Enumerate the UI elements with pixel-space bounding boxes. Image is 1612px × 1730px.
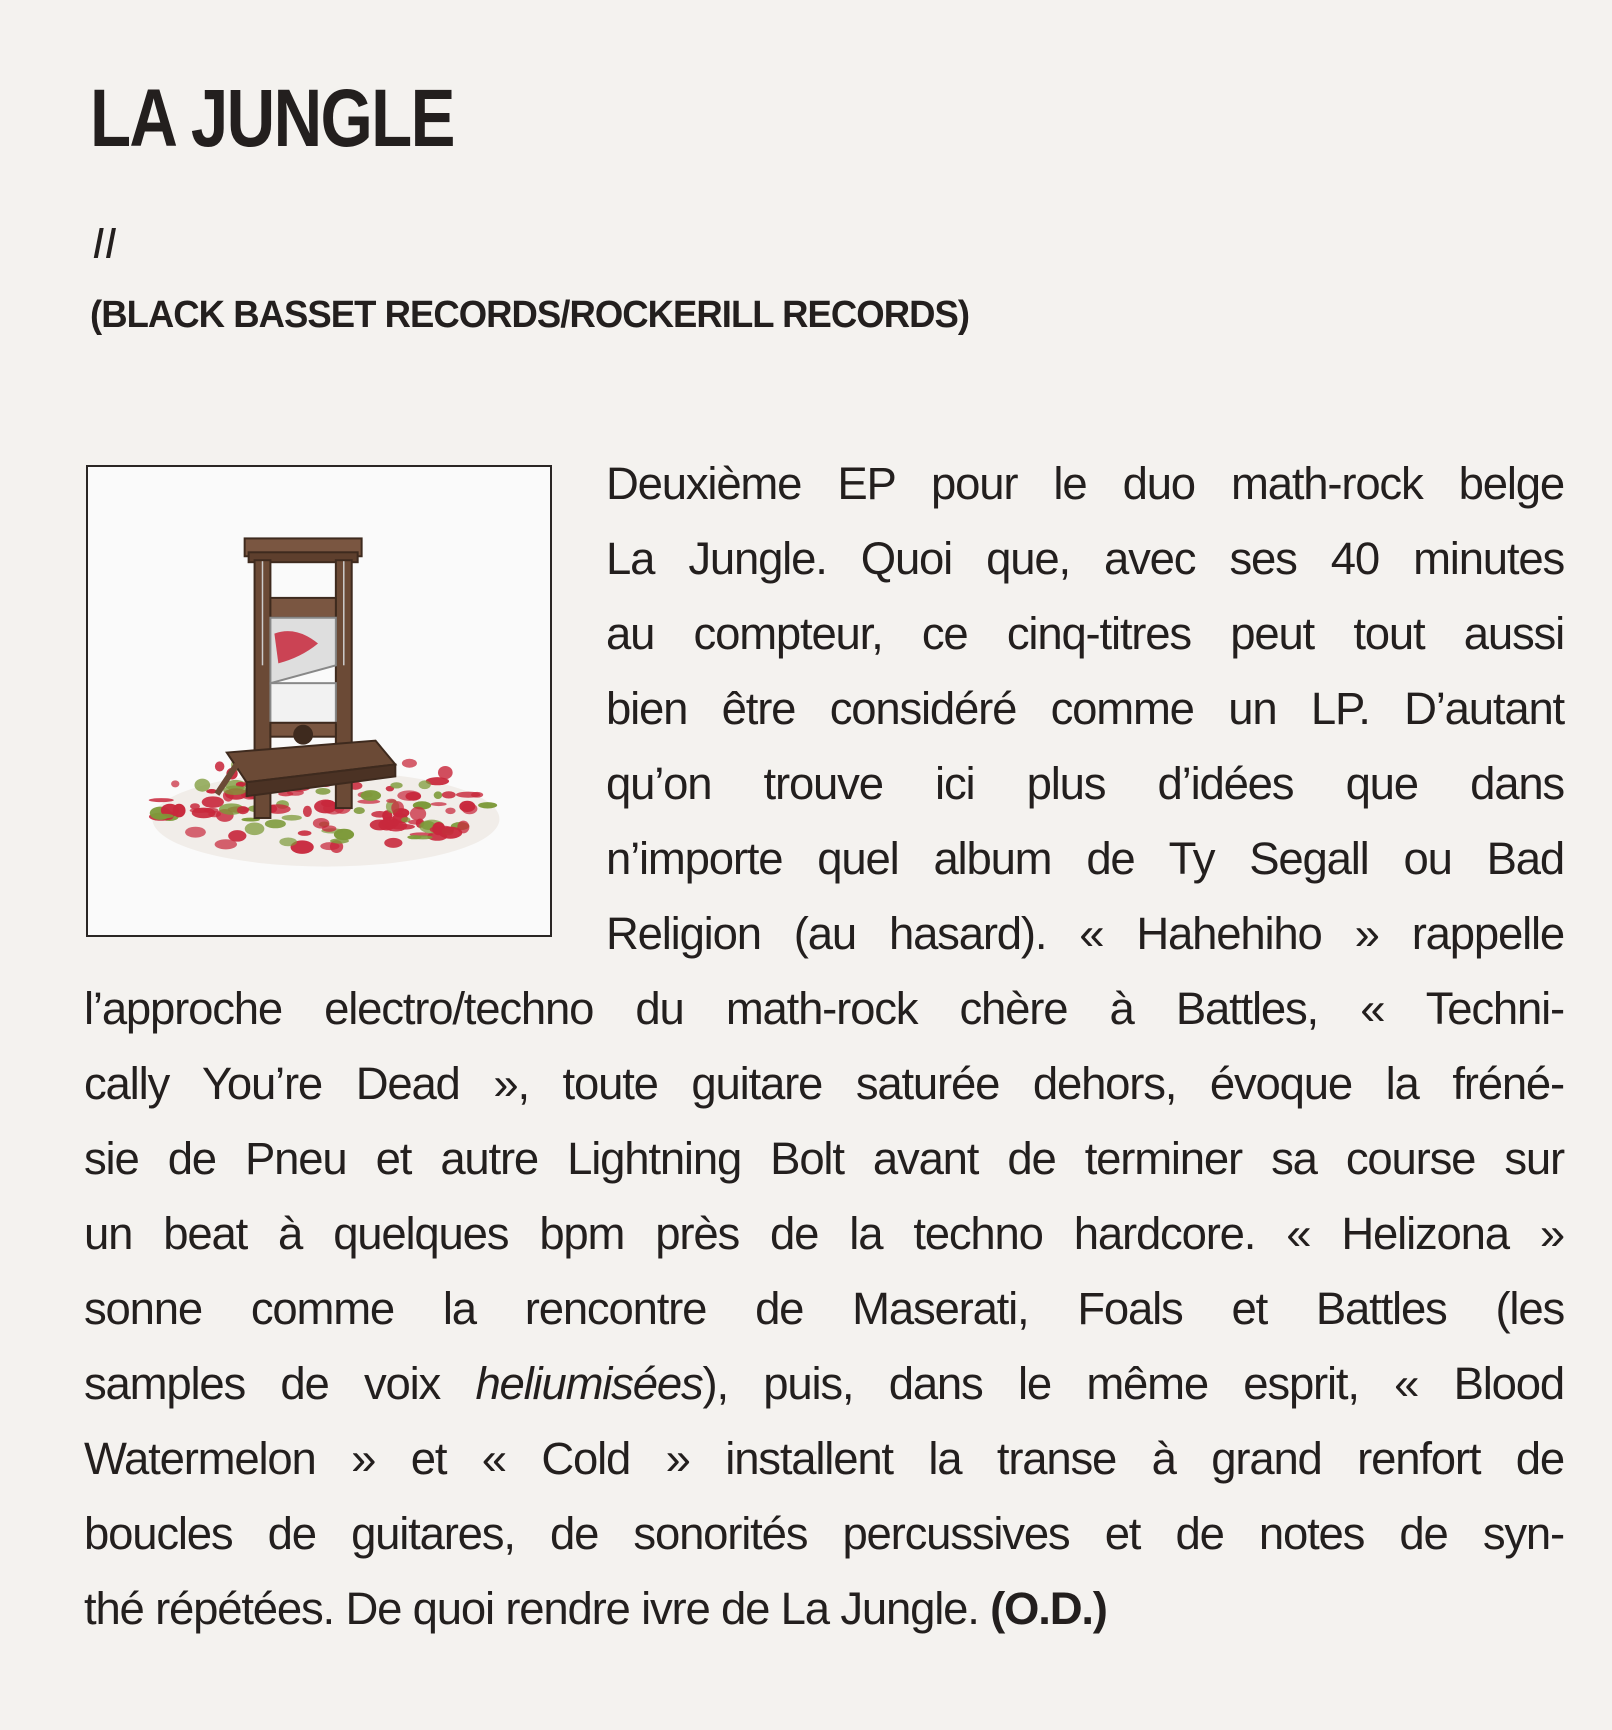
watermelon-chunk	[402, 759, 417, 768]
watermelon-chunk	[384, 838, 402, 848]
text-line: boucles de guitares, de sonorités percussives et de notes de syn-	[84, 1508, 1564, 1559]
watermelon-chunk	[194, 779, 210, 792]
watermelon-chunk	[397, 790, 421, 801]
text-line-with-italic	[84, 1346, 1564, 1421]
guillotine	[217, 538, 395, 818]
watermelon-chunk	[407, 835, 421, 839]
watermelon-chunk	[410, 807, 426, 821]
watermelon-chunk	[471, 792, 483, 798]
text-line: Watermelon » et « Cold » installent la transe à grand renfort de	[84, 1433, 1564, 1484]
watermelon-chunk	[265, 819, 286, 828]
review-text-full-width	[84, 971, 1564, 1646]
author-signature: (O.D.)	[990, 1583, 1107, 1634]
guillotine-watermelon-illustration-icon	[88, 467, 550, 935]
release-title: II	[92, 219, 117, 268]
watermelon-chunk	[190, 808, 210, 813]
text-segment: ), puis, dans le même esprit, « Blood	[702, 1358, 1564, 1409]
text-line: Deuxième EP pour le duo math-rock belge	[606, 458, 1564, 509]
watermelon-chunk	[442, 791, 456, 798]
text-line: n’importe quel album de Ty Segall ou Bad	[606, 833, 1564, 884]
watermelon-chunk	[303, 806, 312, 817]
watermelon-chunk	[391, 801, 404, 814]
watermelon-chunk	[370, 819, 389, 830]
watermelon-chunk	[154, 814, 174, 819]
article-title: LA JUNGLE	[90, 73, 454, 164]
watermelon-chunk	[478, 802, 497, 808]
watermelon-chunk	[390, 782, 402, 788]
watermelon-chunk	[313, 818, 329, 829]
watermelon-chunk	[279, 838, 297, 847]
watermelon-chunk	[462, 803, 478, 814]
text-line: La Jungle. Quoi que, avec ses 40 minutes	[606, 533, 1564, 584]
watermelon-chunk	[245, 822, 265, 835]
watermelon-chunk	[321, 800, 334, 807]
text-line: un beat à quelques bpm près de la techno hardcore. « Helizona »	[84, 1208, 1564, 1259]
watermelon-chunk	[215, 761, 225, 771]
record-label: (BLACK BASSET RECORDS/ROCKERILL RECORDS)	[90, 294, 970, 336]
album-cover	[86, 465, 552, 937]
watermelon-chunk	[360, 790, 381, 801]
watermelon-chunk	[202, 796, 224, 808]
watermelon-chunk	[237, 806, 249, 814]
watermelon-chunk	[354, 807, 365, 814]
watermelon-chunk	[315, 788, 330, 795]
watermelon-chunk	[445, 808, 455, 815]
review-text-beside-cover	[606, 446, 1564, 971]
watermelon-chunk	[298, 830, 312, 836]
text-line: sonne comme la rencontre de Maserati, Foals et Battles (les	[84, 1283, 1564, 1334]
watermelon-chunk	[228, 830, 246, 842]
watermelon-chunk	[185, 827, 206, 838]
watermelon-chunk	[434, 791, 443, 799]
text-segment: samples de voix	[84, 1358, 476, 1409]
text-line: l’approche electro/techno du math-rock chère à Battles, « Techni-	[84, 983, 1564, 1034]
text-line: cally You’re Dead », toute guitare saturée dehors, évoque la fréné-	[84, 1058, 1564, 1109]
watermelon-chunk	[419, 780, 431, 789]
text-segment: thé répétées. De quoi rendre ivre de La Jungle.	[84, 1583, 991, 1634]
watermelon-chunk	[282, 815, 302, 821]
italic-term: heliumisées	[475, 1358, 703, 1409]
final-text-line	[84, 1571, 1564, 1646]
watermelon-chunk	[149, 798, 174, 802]
text-line: qu’on trouve ici plus d’idées que dans	[606, 758, 1564, 809]
watermelon-chunk	[438, 766, 453, 779]
text-line: bien être considéré comme un LP. D’autant	[606, 683, 1564, 734]
watermelon-chunk	[330, 838, 349, 843]
watermelon-chunk	[439, 827, 463, 839]
text-line: au compteur, ce cinq-titres peut tout aussi	[606, 608, 1564, 659]
watermelon-chunk	[431, 802, 447, 806]
text-line: Religion (au hasard). « Hahehiho » rappelle	[606, 908, 1564, 959]
watermelon-chunk	[171, 780, 179, 787]
watermelon-chunk	[223, 785, 246, 795]
text-line: sie de Pneu et autre Lightning Bolt avant de terminer sa course sur	[84, 1133, 1564, 1184]
